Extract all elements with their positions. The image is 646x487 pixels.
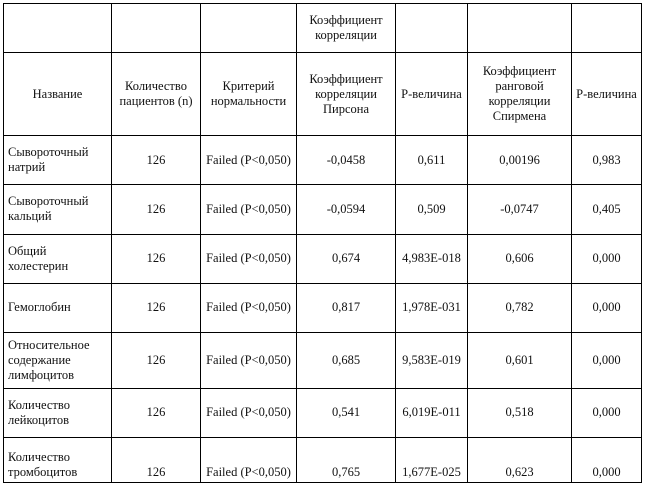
table-row bbox=[4, 185, 642, 234]
correlation-table bbox=[3, 3, 642, 483]
cell-pearson: -0,0594 bbox=[297, 185, 396, 234]
cell-n: 126 bbox=[112, 388, 201, 437]
cell-spearman: -0,0747 bbox=[468, 185, 572, 234]
cell-normality: Failed (P<0,050) bbox=[201, 234, 297, 283]
cell-p-pearson: 9,583E-019 bbox=[396, 333, 468, 389]
table-row bbox=[4, 437, 642, 482]
cell-name: Относительное содержание лимфоцитов bbox=[4, 333, 112, 389]
cell-pearson: -0,0458 bbox=[297, 136, 396, 185]
header-row bbox=[4, 53, 642, 136]
cell-p-pearson: 0,509 bbox=[396, 185, 468, 234]
cell-p-pearson: 1,978E-031 bbox=[396, 283, 468, 332]
table-row bbox=[4, 333, 642, 389]
cell-p-spearman: 0,983 bbox=[572, 136, 642, 185]
cell-p-spearman: 0,000 bbox=[572, 234, 642, 283]
cell-p-spearman: 0,000 bbox=[572, 388, 642, 437]
cell-spearman: 0,518 bbox=[468, 388, 572, 437]
cell-n: 126 bbox=[112, 136, 201, 185]
cell-pearson: 0,765 bbox=[297, 437, 396, 482]
cell-n: 126 bbox=[112, 185, 201, 234]
cell-normality: Failed (P<0,050) bbox=[201, 333, 297, 389]
cell-spearman: 0,782 bbox=[468, 283, 572, 332]
cell-normality: Failed (P<0,050) bbox=[201, 136, 297, 185]
cell-p-spearman: 0,000 bbox=[572, 437, 642, 482]
header-correlation-group: Коэффициент корреляции bbox=[297, 4, 396, 53]
empty-header-cell bbox=[4, 4, 112, 53]
cell-name: Количество лейкоцитов bbox=[4, 388, 112, 437]
table-row bbox=[4, 388, 642, 437]
cell-normality: Failed (P<0,050) bbox=[201, 283, 297, 332]
cell-name: Общий холестерин bbox=[4, 234, 112, 283]
cell-normality: Failed (P<0,050) bbox=[201, 185, 297, 234]
header-normality: Критерий нормальности bbox=[201, 53, 297, 136]
cell-n: 126 bbox=[112, 283, 201, 332]
cell-p-pearson: 4,983E-018 bbox=[396, 234, 468, 283]
header-spearman: Коэффициент ранговой корреляции Спирмена bbox=[468, 53, 572, 136]
table-row bbox=[4, 283, 642, 332]
cell-spearman: 0,00196 bbox=[468, 136, 572, 185]
header-p-pearson: P-величина bbox=[396, 53, 468, 136]
empty-header-cell bbox=[201, 4, 297, 53]
table-row bbox=[4, 136, 642, 185]
empty-header-cell bbox=[572, 4, 642, 53]
cell-normality: Failed (P<0,050) bbox=[201, 437, 297, 482]
cell-n: 126 bbox=[112, 234, 201, 283]
cell-p-pearson: 0,611 bbox=[396, 136, 468, 185]
empty-header-cell bbox=[468, 4, 572, 53]
cell-spearman: 0,606 bbox=[468, 234, 572, 283]
header-row-top bbox=[4, 4, 642, 53]
cell-name: Сывороточный кальций bbox=[4, 185, 112, 234]
cell-name: Гемоглобин bbox=[4, 283, 112, 332]
cell-pearson: 0,817 bbox=[297, 283, 396, 332]
cell-p-spearman: 0,000 bbox=[572, 283, 642, 332]
empty-header-cell bbox=[396, 4, 468, 53]
header-pearson: Коэффициент корреляции Пирсона bbox=[297, 53, 396, 136]
cell-p-pearson: 6,019E-011 bbox=[396, 388, 468, 437]
header-p-spearman: P-величина bbox=[572, 53, 642, 136]
table-row bbox=[4, 234, 642, 283]
header-name: Название bbox=[4, 53, 112, 136]
cell-name: Количество тромбоцитов bbox=[4, 437, 112, 482]
empty-header-cell bbox=[112, 4, 201, 53]
cell-pearson: 0,674 bbox=[297, 234, 396, 283]
cell-spearman: 0,623 bbox=[468, 437, 572, 482]
cell-n: 126 bbox=[112, 437, 201, 482]
cell-p-pearson: 1,677E-025 bbox=[396, 437, 468, 482]
cell-p-spearman: 0,000 bbox=[572, 333, 642, 389]
cell-normality: Failed (P<0,050) bbox=[201, 388, 297, 437]
cell-pearson: 0,685 bbox=[297, 333, 396, 389]
cell-n: 126 bbox=[112, 333, 201, 389]
cell-spearman: 0,601 bbox=[468, 333, 572, 389]
header-patients: Количество пациентов (n) bbox=[112, 53, 201, 136]
cell-pearson: 0,541 bbox=[297, 388, 396, 437]
cell-p-spearman: 0,405 bbox=[572, 185, 642, 234]
cell-name: Сывороточный натрий bbox=[4, 136, 112, 185]
